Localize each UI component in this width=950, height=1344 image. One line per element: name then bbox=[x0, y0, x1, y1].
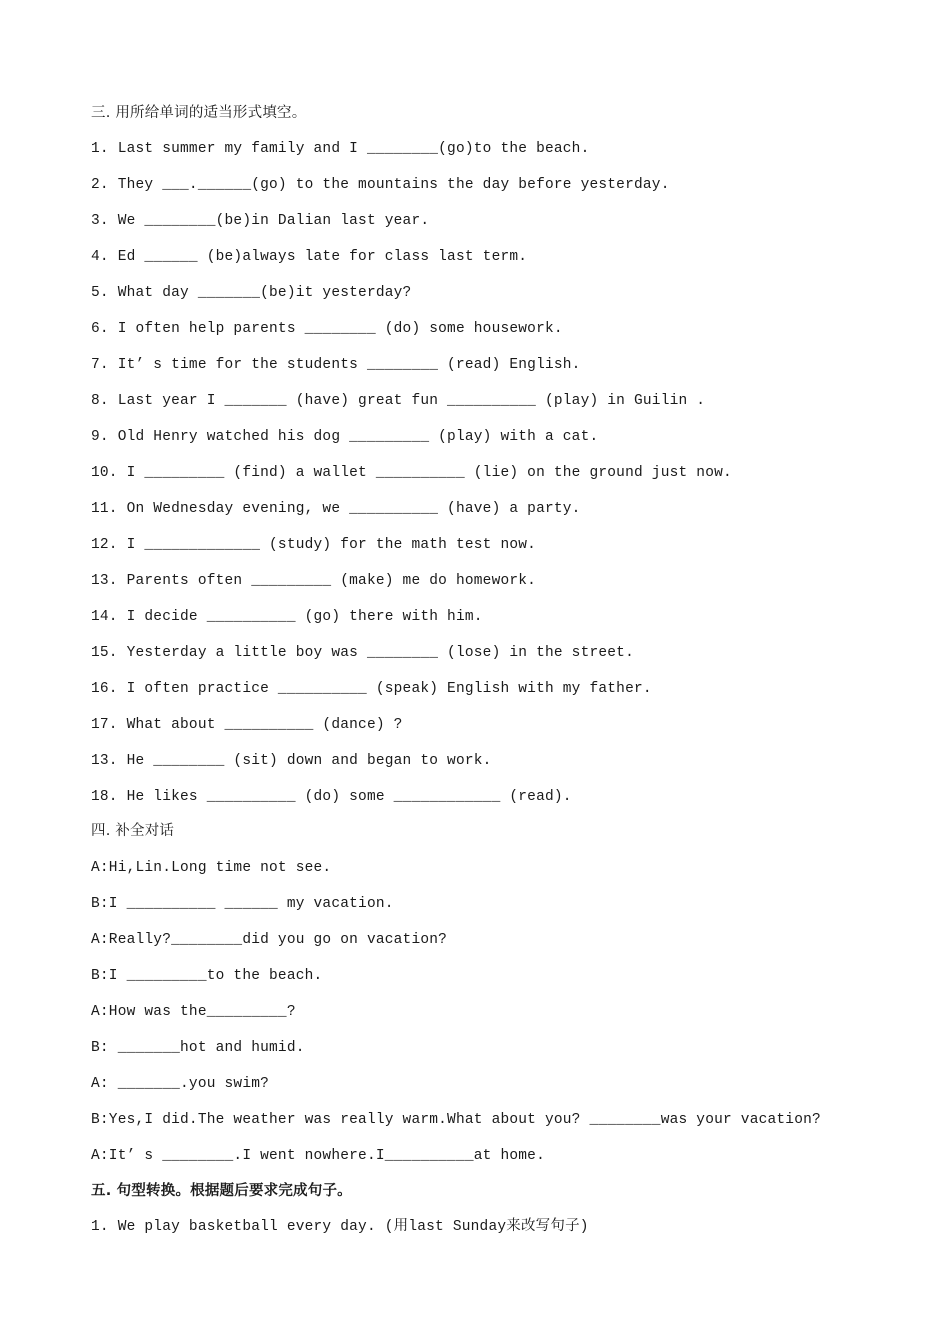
exercise-line: 7. It’ s time for the students ________ (read) English. bbox=[91, 357, 581, 373]
exercise-line: 17. What about __________ (dance) ? bbox=[91, 717, 403, 733]
dialogue-line: A:Really?________did you go on vacation? bbox=[91, 932, 448, 948]
exercise-line: 8. Last year I _______ (have) great fun __________ (play) in Guilin . bbox=[91, 393, 706, 409]
exercise-line: 14. I decide __________ (go) there with him. bbox=[91, 609, 483, 625]
dialogue-line: B:I __________ ______ my vacation. bbox=[91, 896, 394, 912]
rewrite-line: 1. We play basketball every day. (用last Sunday来改写句子) bbox=[91, 1219, 589, 1235]
exercise-line: 1. Last summer my family and I ________(go)to the beach. bbox=[91, 141, 590, 157]
dialogue-line: A:Hi,Lin.Long time not see. bbox=[91, 860, 332, 876]
dialogue-line: A:It’ s ________.I went nowhere.I__________at home. bbox=[91, 1148, 545, 1164]
dialogue-line: B: _______hot and humid. bbox=[91, 1040, 305, 1056]
exercise-line: 6. I often help parents ________ (do) some housework. bbox=[91, 321, 563, 337]
dialogue-line: A: _______.you swim? bbox=[91, 1076, 270, 1092]
exercise-line: 10. I _________ (find) a wallet __________ (lie) on the ground just now. bbox=[91, 465, 732, 481]
exercise-line: 15. Yesterday a little boy was ________ (lose) in the street. bbox=[91, 645, 634, 661]
exercise-line: 16. I often practice __________ (speak) English with my father. bbox=[91, 681, 652, 697]
exercise-line: 18. He likes __________ (do) some ____________ (read). bbox=[91, 789, 572, 805]
exercise-line: 13. He ________ (sit) down and began to work. bbox=[91, 753, 492, 769]
exercise-line: 12. I _____________ (study) for the math test now. bbox=[91, 537, 537, 553]
exercise-line: 9. Old Henry watched his dog _________ (play) with a cat. bbox=[91, 429, 599, 445]
section-4-title: 四. 补全对话 bbox=[91, 823, 175, 839]
exercise-line: 5. What day _______(be)it yesterday? bbox=[91, 285, 412, 301]
exercise-line: 2. They ___.______(go) to the mountains the day before yesterday. bbox=[91, 177, 670, 193]
dialogue-line: B:Yes,I did.The weather was really warm.What about you? ________was your vacation? bbox=[91, 1112, 821, 1128]
exercise-line: 3. We ________(be)in Dalian last year. bbox=[91, 213, 430, 229]
section-5-title: 五. 句型转换。根据题后要求完成句子。 bbox=[91, 1183, 352, 1199]
exercise-line: 11. On Wednesday evening, we __________ (have) a party. bbox=[91, 501, 581, 517]
section-3-title: 三. 用所给单词的适当形式填空。 bbox=[91, 105, 307, 121]
exercise-line: 4. Ed ______ (be)always late for class last term. bbox=[91, 249, 528, 265]
dialogue-line: B:I _________to the beach. bbox=[91, 968, 323, 984]
dialogue-line: A:How was the_________? bbox=[91, 1004, 296, 1020]
exercise-line: 13. Parents often _________ (make) me do homework. bbox=[91, 573, 537, 589]
